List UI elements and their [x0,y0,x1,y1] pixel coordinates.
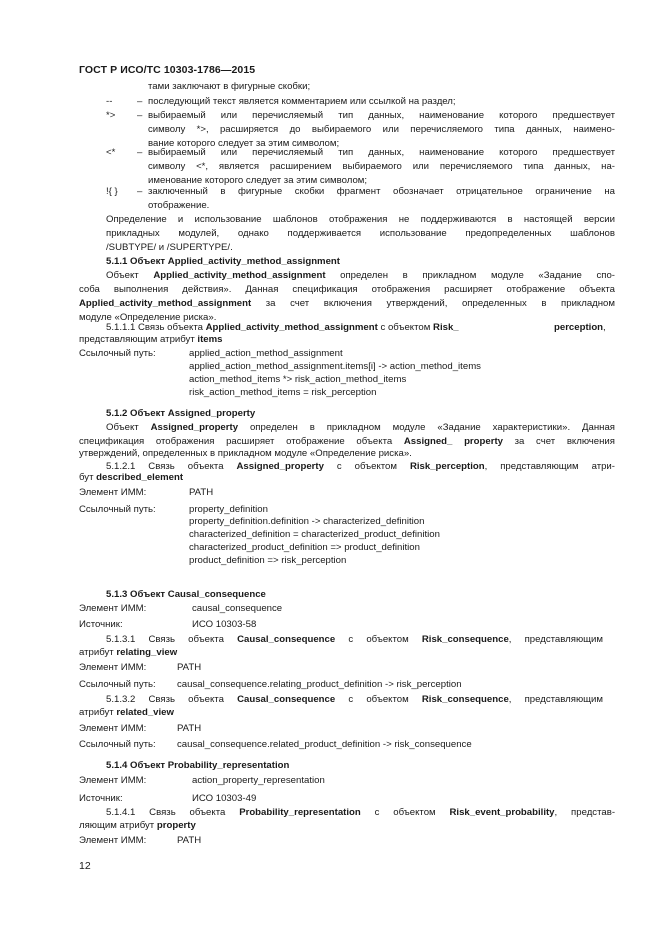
subsection-heading-5-1-3-1: 5.1.3.1 Связь объекта Causal_consequence с объектом Risk_consequence, представляющим [106,634,603,645]
imm-element-label: Элемент ИММ: [79,835,147,846]
imm-element-label: Элемент ИММ: [79,775,147,786]
ref-path-line: risk_action_method_items = risk_perception [189,387,377,398]
paragraph-line: Определение и использование шаблонов отображения не поддерживаются в настоящей версии [106,214,615,225]
imm-element-value: PATH [177,662,202,673]
ref-path-label: Ссылочный путь: [79,348,156,359]
paragraph-line: /SUBTYPE/ и /SUPERTYPE/. [106,242,233,253]
dash: – [137,96,143,107]
definition-line: выбираемый или перечисляемый тип данных, наименование которого предшествует [148,110,615,121]
ref-path-line: applied_action_method_assignment.items[i] -> action_method_items [189,361,481,372]
definition-line: вание которого следует за этим символом; [148,138,340,149]
ref-path-label: Ссылочный путь: [79,504,156,515]
section-heading-5-1-2: 5.1.2 Объект Assigned_property [106,408,256,419]
paragraph-line: Объект Applied_activity_method_assignment определен в прикладном модуле «Задание спо- [106,270,615,281]
paragraph-line: Объект Assigned_property определен в прикладном модуле «Задание характеристики». Данная [106,422,615,433]
paragraph-line: модуле «Определение риска». [79,312,217,323]
imm-element-value: action_property_representation [192,775,325,786]
dash: – [137,186,143,197]
subsection-heading-5-1-3-2: 5.1.3.2 Связь объекта Causal_consequence с объектом Risk_consequence, представляющим [106,694,603,705]
intro-line: тами заключают в фигурные скобки; [148,81,311,92]
paragraph-line: атрибут relating_view [79,647,178,658]
paragraph-line: соба выполнения действия». Данная спецификация отображения расширяет отображение объекта [79,284,615,295]
ref-path-line: characterized_definition = characterized_product_definition [189,529,440,540]
paragraph-line: прикладных модулей, однако поддерживается использование предопределенных шаблонов [106,228,615,239]
ref-path-label: Ссылочный путь: [79,679,156,690]
ref-path-line: property_definition [189,504,268,515]
paragraph-line: атрибут related_view [79,707,174,718]
ref-path-label: Ссылочный путь: [79,739,156,750]
symbol-comment: -- [106,96,113,107]
paragraph-line: представляющим атрибут items [79,334,223,345]
imm-element-value: PATH [177,835,202,846]
imm-element-value: causal_consequence [192,603,283,614]
page-number: 12 [79,860,91,872]
symbol-extends: *> [106,110,116,121]
ref-path-line: action_method_items *> risk_action_method_items [189,374,407,385]
subsection-heading-5-1-4-1: 5.1.4.1 Связь объекта Probability_representation с объектом Risk_event_probability, представ- [106,807,616,818]
definition-line: отображение. [148,200,210,211]
dash: – [137,110,143,121]
ref-path-line: applied_action_method_assignment [189,348,343,359]
heading-entity: Applied_activity_method_assignment [167,256,340,267]
dash: – [137,147,143,158]
definition-line: именование которого следует за этим символом; [148,175,368,186]
source-label: Источник: [79,619,123,630]
source-label: Источник: [79,793,123,804]
paragraph-line: утверждений, определенных в прикладном модуле «Определение риска». [79,448,412,459]
definition-line: выбираемый или перечисляемый тип данных, наименование которого предшествует [148,147,615,158]
imm-element-value: PATH [177,723,202,734]
ref-path-line: property_definition.definition -> characterized_definition [189,516,425,527]
imm-element-label: Элемент ИММ: [79,723,147,734]
source-value: ИСО 10303-49 [192,793,257,804]
subsection-heading-5-1-2-1: 5.1.2.1 Связь объекта Assigned_property с объектом Risk_perception, представляющим атри- [106,461,615,472]
ref-path-line: causal_consequence.related_product_definition -> risk_consequence [177,739,472,750]
source-value: ИСО 10303-58 [192,619,257,630]
imm-element-label: Элемент ИММ: [79,487,147,498]
section-heading-5-1-1 [106,256,340,268]
imm-element-value: PATH [189,487,214,498]
paragraph-line: Applied_activity_method_assignment за счет включения утверждений, определенных в прикладном [79,298,615,309]
paragraph-line: ляющим атрибут property [79,820,196,831]
ref-path-line: causal_consequence.relating_product_definition -> risk_perception [177,679,462,690]
paragraph-line: спецификация отображения расширяет отображение объекта Assigned_ property за счет включения [79,436,615,447]
definition-line: символу *>, расширяется до выбираемого или перечисляемого типа данных, наимено- [148,124,615,135]
section-heading-5-1-4: 5.1.4 Объект Probability_representation [106,760,290,771]
ref-path-line: characterized_product_definition => product_definition [189,542,420,553]
subsection-heading-5-1-1-1: 5.1.1.1 Связь объекта Applied_activity_method_assignment с объектом Risk_ perception, [106,322,606,333]
imm-element-label: Элемент ИММ: [79,662,147,673]
document-header: ГОСТ Р ИСО/ТС 10303-1786—2015 [79,64,256,76]
paragraph-line: бут described_element [79,472,184,483]
imm-element-label: Элемент ИММ: [79,603,147,614]
definition-line: символу <*, является расширением выбираемого или перечисляемого типа данных, на- [148,161,615,172]
definition-line: заключенный в фигурные скобки фрагмент обозначает отрицательное ограничение на [148,186,615,197]
definition-line: последующий текст является комментарием или ссылкой на раздел; [148,96,456,107]
heading-number: 5.1.1 Объект [106,256,166,267]
symbol-negation: !{ } [106,186,118,197]
symbol-extension-of: <* [106,147,116,158]
section-heading-5-1-3: 5.1.3 Объект Causal_consequence [106,589,266,600]
ref-path-line: product_definition => risk_perception [189,555,347,566]
